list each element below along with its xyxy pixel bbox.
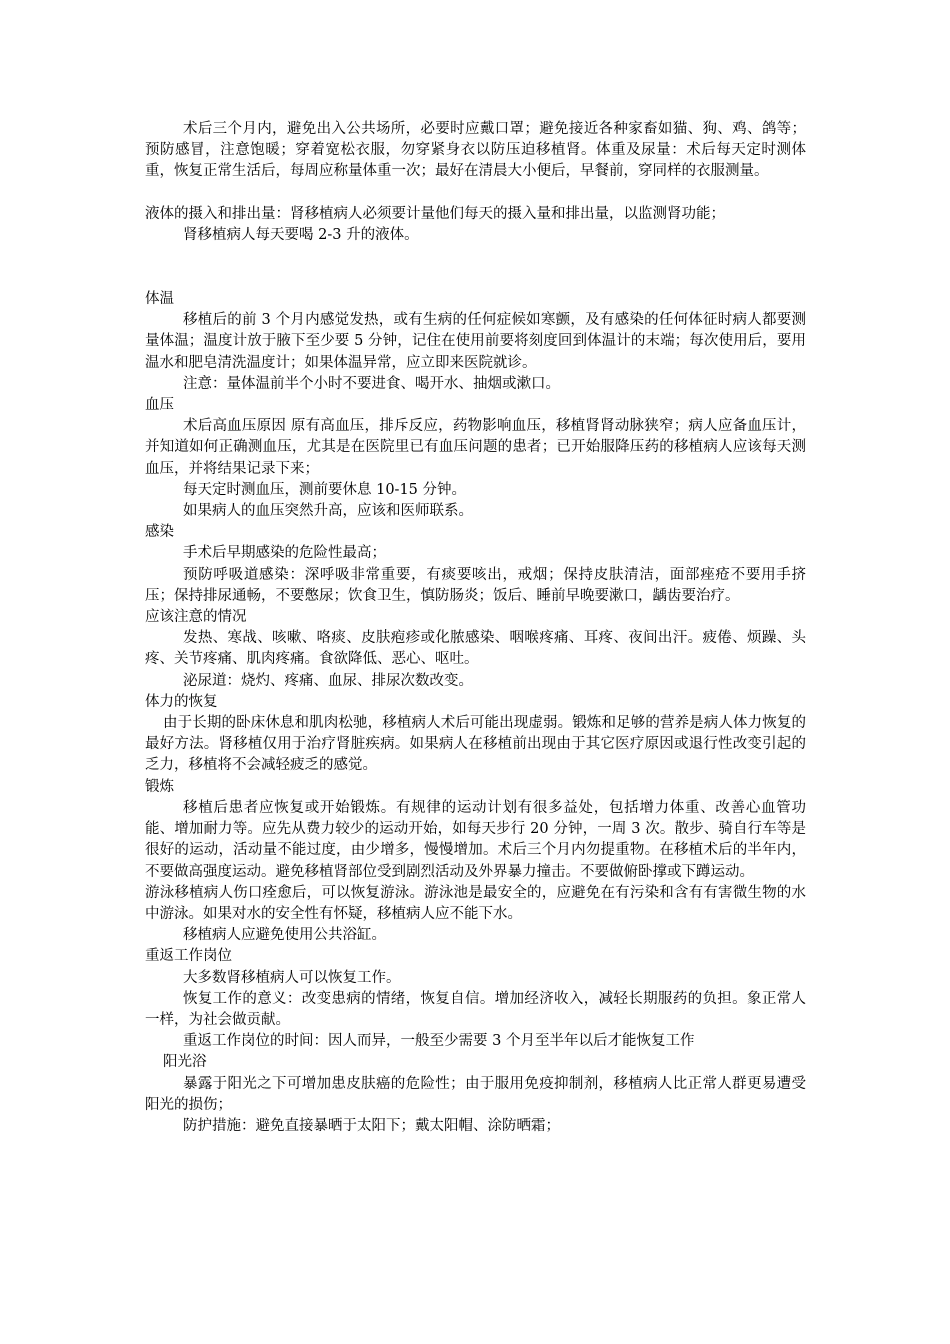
paragraph-blood-pressure: 术后高血压原因 原有高血压，排斥反应，药物影响血压，移植肾肾动脉狭窄；病人应备血压计，并知道如何正确测血压，尤其是在医院里已有血压问题的患者；已开始服降压药的移植病人应该每天测血压，并将结果记录下来； <box>145 418 806 477</box>
paragraph-fluid-intake: 液体的摄入和排出量：肾移植病人必须要计量他们每天的摄入量和排出量，以监测肾功能； <box>145 205 725 222</box>
heading-body-temperature: 体温 <box>145 291 174 308</box>
paragraph-work-timing: 重返工作岗位的时间：因人而异，一般至少需要 3 个月至半年以后才能恢复工作 <box>183 1033 695 1050</box>
paragraph-infection-prevention: 预防呼吸道感染：深呼吸非常重要，有痰要咳出，戒烟；保持皮肤清洁，面部痤疮不要用手挤压；保持排尿通畅，不要憋尿；饮食卫生，慎防肠炎；饭后、睡前早晚要漱口，龋齿要治疗。 <box>145 566 806 604</box>
paragraph-urinary: 泌尿道：烧灼、疼痛、血尿、排尿次数改变。 <box>183 672 473 689</box>
paragraph-bp-contact: 如果病人的血压突然升高，应该和医师联系。 <box>183 503 473 520</box>
paragraph-symptoms: 发热、寒战、咳嗽、咯痰、皮肤疱疹或化脓感染、咽喉疼痛、耳疼、夜间出汗。疲倦、烦躁、头疼、关节疼痛、肌肉疼痛。食欲降低、恶心、呕吐。 <box>145 630 806 668</box>
heading-exercise: 锻炼 <box>145 778 174 795</box>
heading-infection: 感染 <box>145 524 174 541</box>
spacer <box>145 183 806 204</box>
heading-blood-pressure: 血压 <box>145 397 174 414</box>
paragraph-temperature: 移植后的前 3 个月内感觉发热，或有生病的任何症候如寒颤，及有感染的任何体征时病人都要测量体温；温度计放于腋下至少要 5 分钟，记住在使用前要将刻度回到体温计的末端；每次使用后，要用温水和肥皂清洗温度计；如果体温异常，应立即来医院就诊。 <box>145 312 806 371</box>
heading-sun-bathing: 阳光浴 <box>163 1054 207 1071</box>
paragraph-strength-recovery: 由于长期的卧床休息和肌肉松驰，移植病人术后可能出现虚弱。锻炼和足够的营养是病人体力恢复的最好方法。肾移植仅用于治疗肾脏疾病。如果病人在移植前出现由于其它医疗原因或退行性改变引起的乏力，移植将不会减轻疲乏的感觉。 <box>145 715 806 774</box>
paragraph-public-bath: 移植病人应避免使用公共浴缸。 <box>183 927 386 944</box>
paragraph-work-meaning: 恢复工作的意义：改变患病的情绪，恢复自信。增加经济收入，减轻长期服药的负担。象正常人一样，为社会做贡献。 <box>145 990 806 1028</box>
paragraph-sun-risk: 暴露于阳光之下可增加患皮肤癌的危险性；由于服用免疫抑制剂，移植病人比正常人群更易遭受阳光的损伤； <box>145 1075 806 1113</box>
paragraph-work-possible: 大多数肾移植病人可以恢复工作。 <box>183 969 401 986</box>
heading-strength-recovery: 体力的恢复 <box>145 693 218 710</box>
paragraph-post-op-precautions: 术后三个月内，避免出入公共场所，必要时应戴口罩；避免接近各种家畜如猫、狗、鸡、鸽等；预防感冒，注意饱暖；穿着宽松衣服，勿穿紧身衣以防压迫移植肾。体重及尿量：术后每天定时测体重，恢复正常生活后，每周应称量体重一次；最好在清晨大小便后，早餐前，穿同样的衣服测量。 <box>145 121 806 180</box>
paragraph-infection-risk: 手术后早期感染的危险性最高； <box>183 545 386 562</box>
paragraph-exercise: 移植后患者应恢复或开始锻炼。有规律的运动计划有很多益处，包括增力体重、改善心血管功能、增加耐力等。应先从费力较少的运动开始，如每天步行 20 分钟，一周 3 次。散步、骑自行车等是很好的运动，活动量不能过度，由少增多，慢慢增加。术后三个月内勿提重物。在移植术后的半年内，不要做高强度运动。避免移植肾部位受到剧烈活动及外界暴力撞击。不要做俯卧撑或下蹲运动。 <box>145 799 806 880</box>
heading-warning-signs: 应该注意的情况 <box>145 609 247 626</box>
heading-return-to-work: 重返工作岗位 <box>145 948 232 965</box>
paragraph-fluid-amount: 肾移植病人每天要喝 2-3 升的液体。 <box>183 226 419 243</box>
paragraph-swimming: 游泳移植病人伤口痊愈后，可以恢复游泳。游泳池是最安全的，应避免在有污染和含有有害微生物的水中游泳。如果对水的安全性有怀疑，移植病人应不能下水。 <box>145 884 806 922</box>
paragraph-sun-protection: 防护措施：避免直接暴晒于太阳下；戴太阳帽、涂防晒霜； <box>183 1117 560 1134</box>
paragraph-bp-timing: 每天定时测血压，测前要休息 10-15 分钟。 <box>183 481 467 498</box>
paragraph-temperature-note: 注意：量体温前半个小时不要进食、喝开水、抽烟或漱口。 <box>183 375 560 392</box>
spacer <box>145 246 806 268</box>
spacer <box>145 268 806 289</box>
